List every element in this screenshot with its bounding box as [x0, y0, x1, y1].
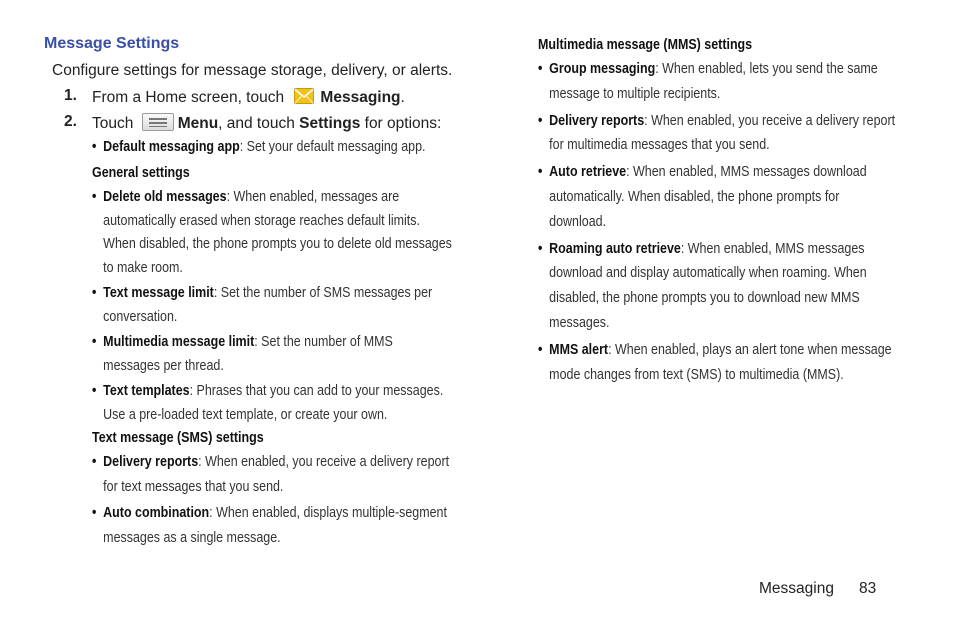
- item-line: [549, 363, 891, 388]
- right-settings-list: [538, 33, 916, 413]
- bullet: •: [538, 341, 543, 358]
- item-desc: to make room.: [103, 259, 183, 276]
- item-title: Default messaging app: [103, 139, 240, 155]
- item-title: Delete old messages: [103, 189, 227, 205]
- step-body: [92, 113, 441, 133]
- item-desc: disabled, the phone prompts you to download new MMS: [549, 290, 860, 307]
- menu-icon: [142, 113, 174, 131]
- item-line: [103, 232, 452, 256]
- bullet: •: [538, 61, 543, 77]
- item-line: [103, 305, 432, 329]
- bullet: •: [538, 240, 543, 257]
- item-title: Delivery reports: [549, 112, 645, 129]
- item-desc: messages per thread.: [103, 357, 224, 374]
- item-title: MMS alert: [549, 341, 609, 358]
- item-title: Delivery reports: [103, 454, 199, 470]
- bullet: •: [92, 334, 97, 350]
- bullet: •: [92, 139, 97, 155]
- item-desc: : When enabled, lets you send the same: [655, 61, 878, 77]
- item-text: [103, 135, 425, 159]
- item-desc: mode changes from text (SMS) to multimedia (MMS).: [549, 366, 844, 383]
- step-body: [92, 87, 405, 107]
- item-text: [103, 450, 449, 499]
- messaging-app-icon: [294, 87, 314, 105]
- item-desc: for multimedia messages that you send.: [549, 137, 770, 154]
- item-desc: : When enabled, messages are: [226, 189, 400, 205]
- section-heading: Message Settings: [44, 35, 180, 52]
- bullet: •: [538, 112, 543, 129]
- item-line: [549, 286, 866, 311]
- item-line: [549, 133, 895, 158]
- item-line: [103, 209, 452, 233]
- menu-label: Menu: [177, 115, 219, 132]
- item-line: [549, 311, 866, 336]
- item-text: [103, 501, 447, 550]
- item-desc: download and display automatically when roaming. When: [549, 265, 867, 282]
- item-desc: : Set your default messaging app.: [239, 139, 426, 155]
- item-desc: messages.: [549, 314, 610, 331]
- step-text-end: for options:: [360, 115, 442, 132]
- step-number: 2.: [64, 113, 77, 130]
- item-line: [103, 475, 449, 500]
- item-desc: : Set the number of SMS messages per: [213, 285, 433, 301]
- item-desc: : Set the number of MMS: [254, 334, 393, 350]
- item-line: [103, 281, 432, 305]
- item-line: [103, 501, 447, 526]
- item-line: [549, 160, 866, 185]
- bullet: •: [92, 189, 97, 205]
- intro-text: Configure settings for message storage, delivery, or alerts.: [52, 62, 453, 79]
- settings-label: Settings: [299, 115, 361, 132]
- bullet: •: [92, 454, 97, 470]
- item-desc: download.: [549, 213, 607, 230]
- item-title: Multimedia message limit: [103, 334, 255, 350]
- item-text: [549, 109, 895, 159]
- item-line: [103, 526, 447, 551]
- item-line: [103, 403, 443, 427]
- item-line: [549, 210, 866, 235]
- item-desc: When disabled, the phone prompts you to delete old messages: [103, 236, 452, 252]
- item-title: Auto retrieve: [549, 164, 627, 181]
- item-desc: for text messages that you send.: [103, 478, 284, 495]
- item-text: [103, 185, 452, 279]
- item-desc: : When enabled, MMS messages download: [626, 164, 867, 181]
- item-desc: : When enabled, plays an alert tone when message: [608, 341, 892, 358]
- item-line: [103, 256, 452, 280]
- item-desc: conversation.: [103, 308, 178, 325]
- item-text: [103, 281, 432, 328]
- step-text-mid: , and touch: [218, 115, 295, 132]
- item-text: [549, 237, 866, 336]
- item-line: [549, 57, 878, 82]
- item-line: [549, 338, 891, 363]
- step-number: 1.: [64, 87, 77, 104]
- item-desc: : Phrases that you can add to your messages.: [189, 383, 444, 399]
- item-desc: : When enabled, you receive a delivery report: [644, 112, 896, 129]
- item-title: Auto combination: [103, 505, 210, 521]
- bullet: •: [92, 383, 97, 399]
- item-title: Group messaging: [549, 61, 656, 77]
- item-line: [103, 379, 443, 403]
- sms-settings-heading: Text message (SMS) settings: [92, 430, 264, 446]
- item-desc: : When enabled, MMS messages: [680, 240, 865, 257]
- item-desc: automatically. When disabled, the phone prompts for: [549, 188, 840, 205]
- item-line: [549, 109, 895, 134]
- item-line: [549, 185, 866, 210]
- item-line: [103, 450, 449, 475]
- item-desc: message to multiple recipients.: [549, 85, 721, 102]
- item-desc: : When enabled, you receive a delivery report: [198, 454, 450, 470]
- messaging-label: Messaging: [320, 89, 401, 106]
- item-desc: : When enabled, displays multiple-segment: [209, 505, 447, 521]
- item-text: [549, 338, 891, 388]
- item-text: [103, 330, 393, 377]
- footer-section: Messaging: [759, 580, 834, 597]
- item-title: Text templates: [103, 383, 190, 399]
- item-text: [103, 379, 443, 426]
- item-title: Text message limit: [103, 285, 214, 301]
- item-line: [103, 185, 452, 209]
- item-desc: messages as a single message.: [103, 529, 281, 546]
- item-line: [549, 82, 878, 107]
- footer-page-number: 83: [859, 580, 877, 597]
- step-text: Touch: [92, 115, 134, 132]
- item-desc: automatically erased when storage reaches default limits.: [103, 212, 420, 229]
- step-text-end: .: [400, 89, 405, 106]
- bullet: •: [92, 285, 97, 301]
- left-settings-list: [92, 135, 470, 555]
- item-line: [103, 354, 393, 378]
- item-text: [549, 160, 866, 234]
- item-title: Roaming auto retrieve: [549, 240, 681, 257]
- item-line: [103, 330, 393, 354]
- step-text: From a Home screen, touch: [92, 89, 285, 106]
- mms-settings-heading: Multimedia message (MMS) settings: [538, 37, 753, 53]
- item-text: [549, 57, 878, 107]
- item-line: [549, 261, 866, 286]
- bullet: •: [538, 164, 543, 181]
- item-desc: Use a pre-loaded text template, or create your own.: [103, 406, 388, 423]
- item-line: [549, 237, 866, 262]
- general-settings-heading: General settings: [92, 165, 190, 181]
- bullet: •: [92, 505, 97, 521]
